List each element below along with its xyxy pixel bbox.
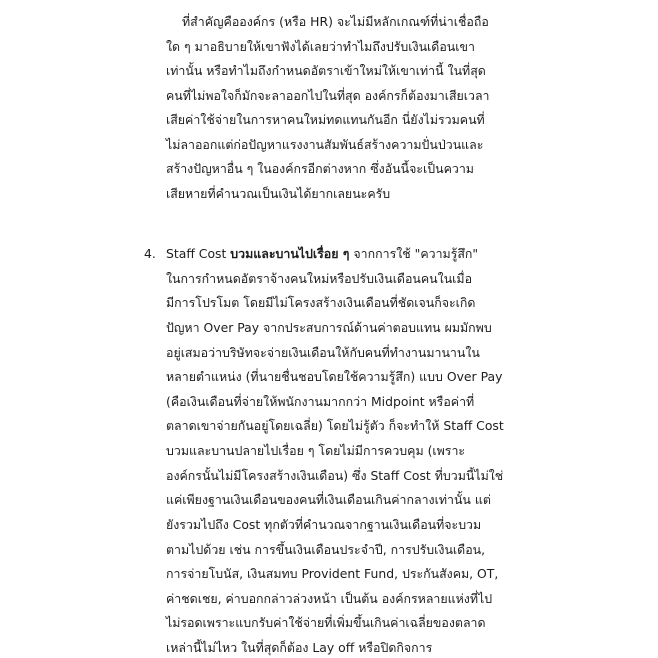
paragraph-line: อยู่เสมอว่าบริษัทจะจ่ายเงินเดือนให้กับคนที่ทำงานมานานใน (166, 344, 480, 360)
paragraph-line: ที่สำคัญคือองค์กร (หรือ HR) จะไม่มีหลักเกณฑ์ที่น่าเชื่อถือ (182, 14, 489, 29)
list-item-number: 4. (144, 246, 156, 261)
paragraph-line: ค่าชดเชย, ค่าบอกกล่าวล่วงหน้า เป็นต้น องค์กรหลายแห่งที่ไป (166, 590, 493, 606)
paragraph-line: ยังรวมไปถึง Cost ทุกตัวที่คำนวณจากฐานเงินเดือนที่จะบวม (166, 516, 482, 532)
paragraph-line: เท่านั้น หรือทำไมถึงกำหนดอัตราเข้าใหม่ให้เขาเท่านี้ ในที่สุด (166, 63, 486, 78)
paragraph-line: ไม่ลาออกแต่ก่อปัญหาแรงงานสัมพันธ์สร้างความปั่นป่วนและ (166, 136, 484, 152)
paragraph-line: เสียค่าใช้จ่ายในการหาคนใหม่ทดแทนกันอีก นี่ยังไม่รวมคนที่ (166, 112, 485, 127)
heading-term: Staff Cost (166, 246, 231, 261)
paragraph-line: ไม่รอดเพราะแบกรับค่าใช้จ่ายที่เพิ่มขึ้นเกินค่าเฉลี่ยของตลาด (166, 615, 486, 631)
paragraph-line: บวมและบานปลายไปเรื่อย ๆ โดยไม่มีการควบคุม (เพราะ (166, 443, 466, 458)
paragraph-line: หลายตำแหน่ง (ที่นายชื่นชอบโดยใช้ความรู้สึก) แบบ Over Pay (166, 369, 503, 385)
list-item-heading (166, 244, 496, 264)
paragraph-line: ตามไปด้วย เช่น การขึ้นเงินเดือนประจำปี, การปรับเงินเดือน, (166, 541, 486, 557)
paragraph-line: (คือเงินเดือนที่จ่ายให้พนักงานมากกว่า Midpoint หรือค่าที่ (166, 393, 475, 409)
paragraph-line: ปัญหา Over Pay จากประสบการณ์ด้านค่าตอบแทน ผมมักพบ (166, 319, 492, 335)
paragraph-line: มีการโปรโมต โดยมีไม่โครงสร้างเงินเดือนที่ชัดเจนก็จะเกิด (166, 295, 476, 311)
paragraph-line: แค่เพียงฐานเงินเดือนของคนที่เงินเดือนเกินค่ากลางเท่านั้น แต่ (166, 492, 491, 508)
paragraph-line: เหล่านี้ไม่ไหว ในที่สุดก็ต้อง Lay off หรือปิดกิจการ (166, 640, 433, 655)
heading-emphasis: บวมและบานไปเรื่อย ๆ (230, 246, 350, 261)
paragraph-line: เสียหายที่คำนวณเป็นเงินได้ยากเลยนะครับ (166, 185, 391, 201)
paragraph-line: องค์กรนั้นไม่มีโครงสร้างเงินเดือน) ซึ่ง Staff Cost ที่บวมนี้ไม่ใช่ (166, 467, 504, 483)
paragraph-line: การจ่ายโบนัส, เงินสมทบ Provident Fund, ประกันสังคม, OT, (166, 566, 499, 582)
paragraph-line: ตลาดเขาจ่ายกันอยู่โดยเฉลี่ย) โดยไม่รู้ตัว ก็จะทำให้ Staff Cost (166, 418, 504, 434)
paragraph-line: คนที่ไม่พอใจก็มักจะลาออกไปในที่สุด องค์กรก็ต้องมาเสียเวลา (166, 87, 490, 103)
paragraph-line: ใด ๆ มาอธิบายให้เขาฟังได้เลยว่าทำไมถึงปรับเงินเดือนเขา (166, 38, 475, 54)
paragraph-line: สร้างปัญหาอื่น ๆ ในองค์กรอีกต่างหาก ซึ่งอันนี้จะเป็นความ (166, 161, 474, 176)
paragraph-line: ในการกำหนดอัตราจ้างคนใหม่หรือปรับเงินเดือนคนในเมื่อ (166, 270, 473, 286)
heading-rest: จากการใช้ "ความรู้สึก" (349, 246, 479, 261)
